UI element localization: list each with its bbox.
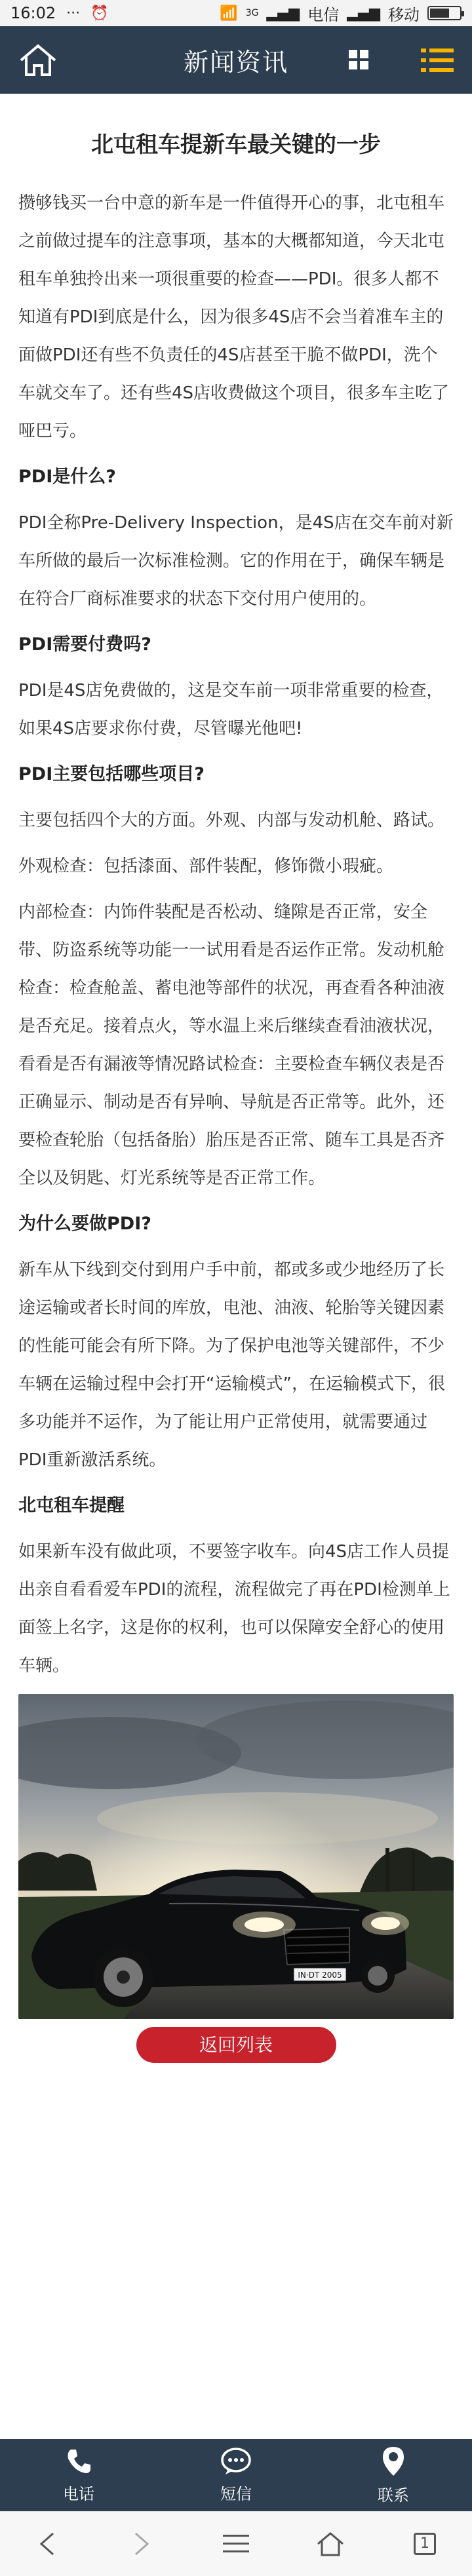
phone-label: 电话 xyxy=(63,2484,94,2503)
paragraph-why-pdi: 新车从下线到交付到用户手中前，都或多或少地经历了长途运输或者长时间的库放，电池、油液、轮胎等关键因素的性能可能会有所下降。为了保护电池等关键部件，不少车辆在运输过程中会打开“运输模式”，在运输模式下，很多功能并不运作，为了能让用户正常使用，就需要通过PDI重新激活系统。 xyxy=(18,1260,445,1470)
article-photo xyxy=(18,1694,454,2019)
sms-button[interactable] xyxy=(170,2447,302,2504)
browser-tabs-button[interactable] xyxy=(399,2524,451,2564)
location-label: 联系 xyxy=(378,2486,409,2505)
network-type: 3G xyxy=(245,8,259,18)
sms-icon xyxy=(220,2447,252,2476)
article-body xyxy=(18,184,454,1685)
notification-icon: ··· xyxy=(66,5,81,22)
license-plate: IN·DT 2005 xyxy=(298,1970,342,1980)
browser-nav-bar xyxy=(0,2511,472,2576)
chevron-right-icon xyxy=(132,2531,151,2557)
status-bar xyxy=(0,0,472,26)
phone-icon xyxy=(64,2447,93,2476)
heading-pdi-items: PDI主要包括哪些项目? xyxy=(18,764,205,784)
car-photo-image xyxy=(18,1694,454,2019)
grid-icon[interactable] xyxy=(349,50,368,69)
browser-menu-button[interactable] xyxy=(210,2524,262,2564)
location-pin-icon xyxy=(380,2446,406,2477)
paragraph-exterior-check: 外观检查：包括漆面、部件装配，修饰微小瑕疵。 xyxy=(18,856,394,876)
tab-count-badge: 1 xyxy=(414,2533,436,2555)
paragraph-pdi-fee: PDI是4S店免费做的，这是交车前一项非常重要的检查，如果4S店要求你付费，尽管曝光他吧! xyxy=(18,681,444,739)
article-title: 北屯租车提新车最关键的一步 xyxy=(91,132,381,158)
heading-what-is-pdi: PDI是什么? xyxy=(18,467,116,487)
status-time: 16:02 xyxy=(10,4,56,22)
menu-icon[interactable] xyxy=(421,48,454,72)
paragraph-reminder: 如果新车没有做此项，不要签字收车。向4S店工作人员提出亲自看看爱车PDI的流程，流程做完了再在PDI检测单上面签上名字，这是你的权利，也可以保障安全舒心的使用车辆。 xyxy=(18,1542,450,1676)
heading-reminder: 北屯租车提醒 xyxy=(18,1495,125,1516)
heading-why-pdi: 为什么要做PDI? xyxy=(18,1214,151,1234)
browser-home-button[interactable] xyxy=(304,2524,357,2564)
paragraph-interior-check: 内部检查：内饰件装配是否松动、缝隙是否正常，安全带、防盗系统等功能一一试用看是否运作正常。发动机舱检查：检查舱盖、蓄电池等部件的状况，再查看各种油液是否充足。接着点火，等水温上来后继续查看油液状况，看看是否有漏液等情况路试检查：主要检查车辆仪表是否正确显示、制动是否有异响、导航是否正常等。此外，还要检查轮胎（包括备胎）胎压是否正常、随车工具是否齐全以及钥匙、灯光系统等是否正常工作。 xyxy=(18,902,445,1188)
back-to-list-button[interactable]: 返回列表 xyxy=(136,2027,336,2063)
alarm-icon: ⏰ xyxy=(90,5,109,22)
phone-button[interactable] xyxy=(13,2447,144,2504)
paragraph-intro: 攒够钱买一台中意的新车是一件值得开心的事，北屯租车之前做过提车的注意事项，基本的大概都知道，今天北屯租车单独拎出来一项很重要的检查——PDI。很多人都不知道有PDI到底是什么，因为很多4S店不会当着准车主的面做PDI还有些不负责任的4S店甚至干脆不做PDI，洗个车就交车了。还有些4S店收费做这个项目，很多车主吃了哑巴亏。 xyxy=(18,193,450,441)
carrier-1: 电信 xyxy=(307,5,340,24)
home-icon[interactable] xyxy=(18,43,58,77)
browser-forward-button[interactable] xyxy=(115,2524,168,2564)
home-outline-icon xyxy=(316,2531,345,2557)
wifi-icon: 📶 xyxy=(220,5,238,22)
heading-pdi-fee: PDI需要付费吗? xyxy=(18,634,151,655)
sms-label: 短信 xyxy=(220,2484,252,2503)
app-header xyxy=(0,26,472,94)
signal-icon: ▂▄▆ xyxy=(266,5,300,22)
battery-icon xyxy=(427,6,462,20)
carrier-2: 移动 xyxy=(388,5,420,24)
chevron-left-icon xyxy=(37,2531,57,2557)
article xyxy=(0,94,472,2063)
paragraph-pdi-items: 主要包括四个大的方面。外观、内部与发动机舱、路试。 xyxy=(18,811,445,830)
hamburger-icon xyxy=(222,2533,250,2555)
page-title: 新闻资讯 xyxy=(183,48,288,77)
location-button[interactable] xyxy=(328,2446,459,2505)
browser-back-button[interactable] xyxy=(21,2524,73,2564)
contact-bar xyxy=(0,2439,472,2511)
paragraph-what-is-pdi: PDI全称Pre-Delivery Inspection，是4S店在交车前对新车所做的最后一次标准检测。它的作用在于，确保车辆是在符合厂商标准要求的状态下交付用户使用的。 xyxy=(18,513,454,609)
signal-icon-2: ▂▄▆ xyxy=(347,5,380,22)
